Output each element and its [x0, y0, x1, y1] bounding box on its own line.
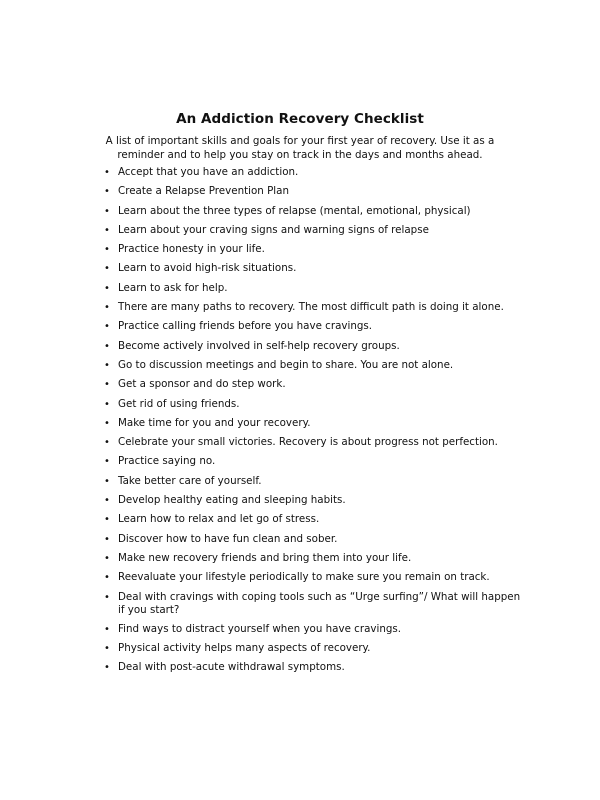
checklist-item-text: Deal with cravings with coping tools such as “Urge surfing”/ What will happen if you start?: [118, 590, 521, 616]
checklist-item-text: Celebrate your small victories. Recovery is about progress not perfection.: [118, 436, 498, 449]
checklist-item: [104, 359, 524, 372]
bullet-icon: •: [104, 437, 110, 449]
checklist-item: [104, 436, 524, 449]
bullet-icon: •: [104, 398, 110, 410]
checklist-item: [104, 513, 524, 526]
checklist-item: [104, 552, 524, 565]
bullet-icon: •: [104, 379, 110, 391]
checklist-item-text: Learn how to relax and let go of stress.: [118, 513, 320, 526]
checklist-item: [104, 282, 524, 295]
bullet-icon: •: [104, 643, 110, 655]
checklist-item: [104, 475, 524, 488]
checklist-item: [104, 455, 524, 468]
checklist-item: [104, 661, 524, 674]
checklist-item-text: Learn about the three types of relapse (mental, emotional, physical): [118, 204, 471, 217]
checklist-item-text: Learn about your craving signs and warning signs of relapse: [118, 223, 429, 236]
checklist-item-text: Discover how to have fun clean and sober.: [118, 532, 338, 545]
checklist-item: [104, 185, 524, 198]
bullet-icon: •: [104, 302, 110, 314]
bullet-icon: •: [104, 533, 110, 545]
checklist-item-text: Practice calling friends before you have cravings.: [118, 320, 373, 333]
checklist-item: [104, 642, 524, 655]
checklist-item-text: Take better care of yourself.: [118, 474, 262, 487]
checklist-item-text: There are many paths to recovery. The most difficult path is doing it alone.: [118, 301, 504, 314]
checklist-item-text: Accept that you have an addiction.: [118, 166, 299, 178]
checklist-item: [104, 533, 524, 546]
checklist-item: [104, 494, 524, 507]
checklist-item-text: Become actively involved in self-help recovery groups.: [118, 339, 400, 352]
checklist-item-text: Go to discussion meetings and begin to share. You are not alone.: [118, 358, 454, 371]
bullet-icon: •: [104, 359, 110, 371]
bullet-icon: •: [104, 205, 110, 217]
bullet-icon: •: [104, 475, 110, 487]
bullet-icon: •: [104, 282, 110, 294]
checklist-item: [104, 417, 524, 430]
bullet-icon: •: [104, 340, 110, 352]
document-title: An Addiction Recovery Checklist: [176, 111, 424, 127]
checklist-item-text: Create a Relapse Prevention Plan: [118, 185, 290, 198]
bullet-icon: •: [104, 552, 110, 564]
bullet-icon: •: [104, 224, 110, 236]
checklist-item: [104, 243, 524, 256]
bullet-icon: •: [104, 623, 110, 635]
bullet-icon: •: [104, 456, 110, 468]
checklist-item: [104, 320, 524, 333]
checklist-item: [104, 398, 524, 411]
checklist-item-text: Make time for you and your recovery.: [118, 416, 311, 429]
checklist-item: [104, 571, 524, 584]
checklist-item: [104, 205, 524, 218]
document-intro: A list of important skills and goals for your first year of recovery. Use it as a reminder and to help you stay on track in the days and months ahead.: [105, 135, 495, 161]
checklist-item-text: Deal with post-acute withdrawal symptoms.: [118, 661, 345, 674]
checklist-item-text: Get rid of using friends.: [118, 397, 240, 410]
bullet-icon: •: [104, 167, 110, 178]
checklist-item-text: Learn to avoid high-risk situations.: [118, 262, 297, 275]
checklist-item: [104, 378, 524, 391]
checklist-item: [104, 623, 524, 636]
checklist-item-text: Make new recovery friends and bring them into your life.: [118, 551, 412, 564]
bullet-icon: •: [104, 572, 110, 584]
bullet-icon: •: [104, 321, 110, 333]
bullet-icon: •: [104, 263, 110, 275]
checklist-item: [104, 262, 524, 275]
bullet-icon: •: [104, 244, 110, 256]
checklist-item-text: Practice honesty in your life.: [118, 243, 265, 256]
checklist: [104, 166, 524, 681]
checklist-item: [104, 224, 524, 237]
bullet-icon: •: [104, 662, 110, 674]
bullet-icon: •: [104, 591, 110, 603]
bullet-icon: •: [104, 495, 110, 507]
checklist-item-text: Reevaluate your lifestyle periodically to make sure you remain on track.: [118, 571, 490, 584]
checklist-item: [104, 166, 524, 179]
checklist-item-text: Practice saying no.: [118, 455, 216, 468]
bullet-icon: •: [104, 417, 110, 429]
checklist-item-text: Physical activity helps many aspects of recovery.: [118, 642, 371, 655]
checklist-item-text: Learn to ask for help.: [118, 281, 228, 294]
bullet-icon: •: [104, 514, 110, 526]
checklist-item: [104, 591, 524, 617]
checklist-item: [104, 340, 524, 353]
checklist-item: [104, 301, 524, 314]
checklist-item-text: Develop healthy eating and sleeping habits.: [118, 494, 346, 507]
bullet-icon: •: [104, 186, 110, 198]
checklist-item-text: Find ways to distract yourself when you have cravings.: [118, 622, 402, 635]
checklist-item-text: Get a sponsor and do step work.: [118, 378, 286, 391]
